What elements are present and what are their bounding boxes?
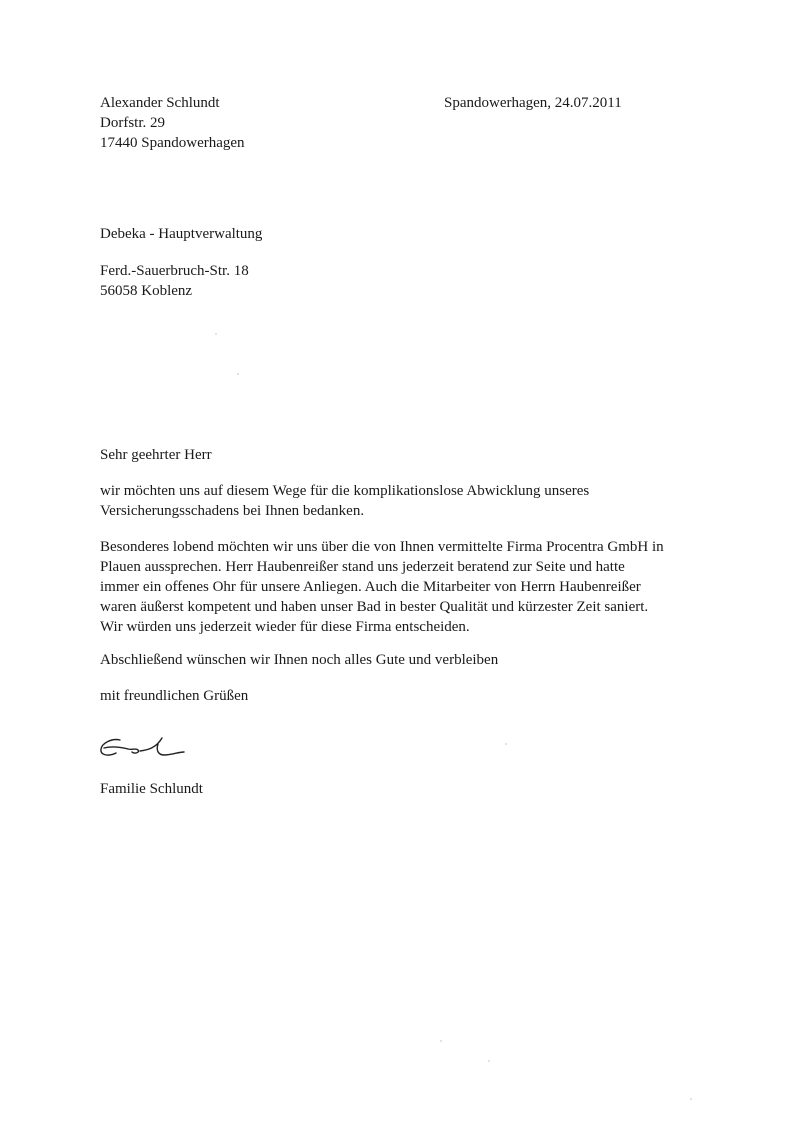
scan-speck xyxy=(237,373,239,375)
scan-speck xyxy=(505,743,507,745)
sender-name: Alexander Schlundt xyxy=(100,95,220,111)
scan-speck xyxy=(690,1098,692,1100)
paragraph-line: Besonderes lobend möchten wir uns über die von Ihnen vermittelte Firma Procentra GmbH in xyxy=(100,539,664,555)
paragraph-line: immer ein offenes Ohr für unsere Anliegen. Auch die Mitarbeiter von Herrn Haubenreißer xyxy=(100,579,641,595)
paragraph-line: waren äußerst kompetent und haben unser Bad in bester Qualität und kürzester Zeit saniert. xyxy=(100,599,649,615)
sender-address xyxy=(100,93,245,153)
paragraph-line: Versicherungsschadens bei Ihnen bedanken. xyxy=(100,503,365,519)
complimentary-close xyxy=(100,686,248,706)
paragraph-line: wir möchten uns auf diesem Wege für die komplikationslose Abwicklung unseres xyxy=(100,483,590,499)
paragraph-line: Wir würden uns jederzeit wieder für diese Firma entscheiden. xyxy=(100,619,470,635)
paragraph-line: Plauen aussprechen. Herr Haubenreißer stand uns jederzeit beratend zur Seite und hatte xyxy=(100,559,625,575)
signoff-text: Familie Schlundt xyxy=(100,781,203,797)
paragraph-closing-wish xyxy=(100,650,498,670)
handwritten-signature xyxy=(98,734,198,764)
signoff xyxy=(100,779,203,799)
salutation-text: Sehr geehrter Herr xyxy=(100,447,212,463)
closing-text: mit freundlichen Grüßen xyxy=(100,688,249,704)
recipient-name: Debeka - Hauptverwaltung xyxy=(100,226,263,242)
sender-street: Dorfstr. 29 xyxy=(100,115,165,131)
recipient-street: Ferd.-Sauerbruch-Str. 18 xyxy=(100,263,249,279)
scan-speck xyxy=(488,1060,490,1062)
recipient-name-block xyxy=(100,224,262,244)
scan-speck xyxy=(440,1040,442,1042)
paragraph-praise xyxy=(100,537,664,637)
paragraph-thanks xyxy=(100,481,589,521)
recipient-address xyxy=(100,261,249,301)
recipient-city: 56058 Koblenz xyxy=(100,283,193,299)
scan-speck xyxy=(215,333,217,335)
sender-city: 17440 Spandowerhagen xyxy=(100,135,245,151)
letter-date: Spandowerhagen, 24.07.2011 xyxy=(444,95,622,111)
salutation xyxy=(100,445,212,465)
paragraph-line: Abschließend wünschen wir Ihnen noch alles Gute und verbleiben xyxy=(100,652,499,668)
